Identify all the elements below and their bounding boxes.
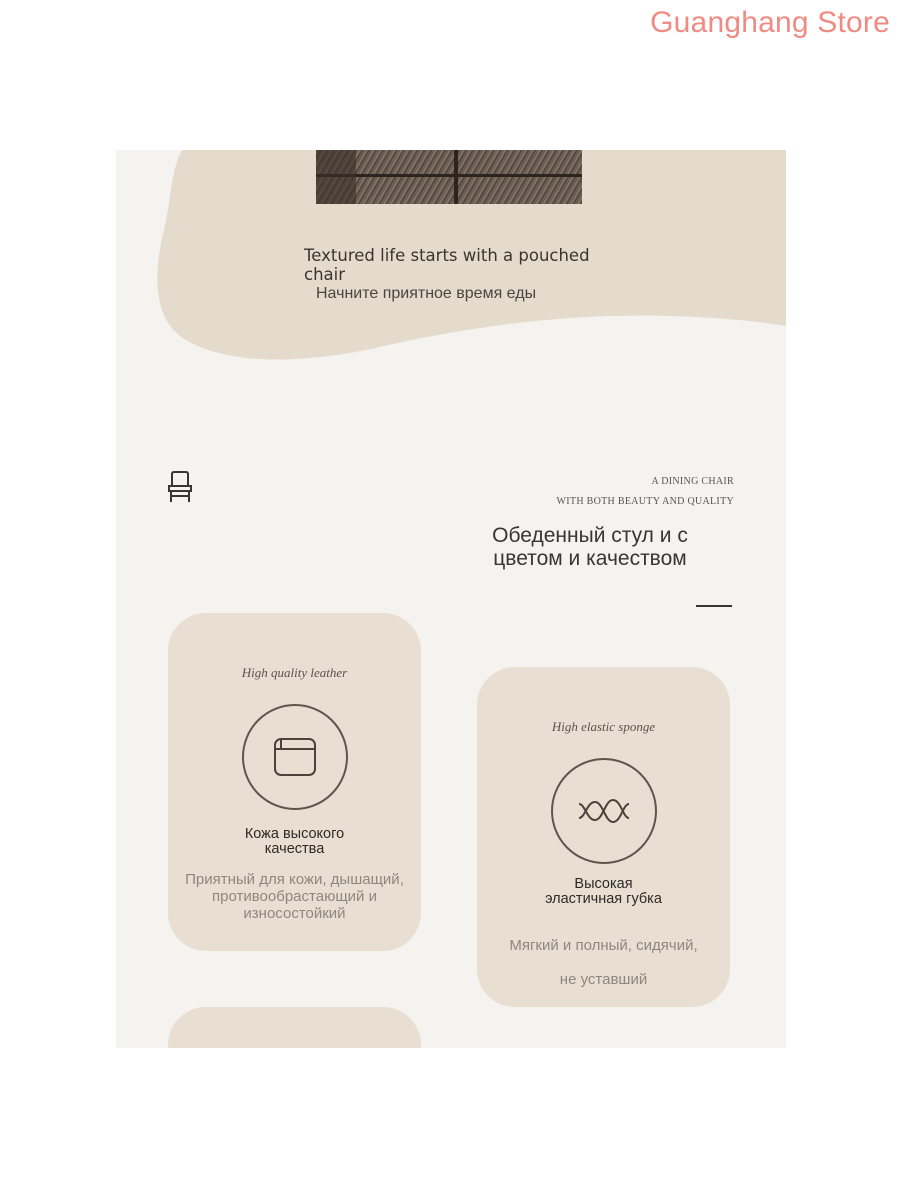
wave-spring-icon [553,760,655,862]
feature-card-sponge [477,667,730,1007]
feature-desc-line1: Приятный для кожи, дышащий, [185,871,404,888]
chair-photo [316,150,582,204]
intro-heading-line1: Обеденный стул и с [492,524,688,547]
intro-subtitle-line2: WITH BOTH BEAUTY AND QUALITY [556,496,734,507]
feature-icon-circle [551,758,657,864]
feature-desc-line2: противообрастающий и [212,888,377,905]
intro-heading-line2: цветом и качеством [493,547,687,570]
feature-heading-line1: Кожа высокого [244,826,345,842]
heading-divider [696,605,732,607]
store-watermark: Guanghang Store [650,6,890,39]
feature-desc-line1: Мягкий и полный, сидячий, [509,937,698,954]
hero-tagline-ru: Начните приятное время еды [316,285,537,302]
product-panel [116,150,786,1048]
intro-heading-ru [460,524,720,570]
feature-heading-line2: эластичная губка [545,891,662,907]
feature-description [168,871,421,922]
feature-card-partial [168,1007,421,1048]
feature-card-leather [168,613,421,951]
feature-heading-line1: Высокая [574,876,633,892]
feature-heading-line2: качества [264,841,325,857]
feature-title-en: High elastic sponge [551,719,656,734]
intro-subtitle-line1: A DINING CHAIR [651,476,734,487]
feature-icon-circle [242,704,348,810]
chair-outline-icon [166,470,194,504]
feature-desc-line3: износостойкий [243,905,346,922]
feature-desc-line2: не уставший [559,971,648,988]
intro-subtitle-en [557,472,734,512]
leather-wallet-icon [244,706,346,808]
feature-heading [168,827,421,857]
feature-heading [477,877,730,907]
hero-tagline-en: Textured life starts with a pouched chair [304,246,590,284]
feature-title-en: High quality leather [241,665,348,680]
feature-description [477,929,730,997]
